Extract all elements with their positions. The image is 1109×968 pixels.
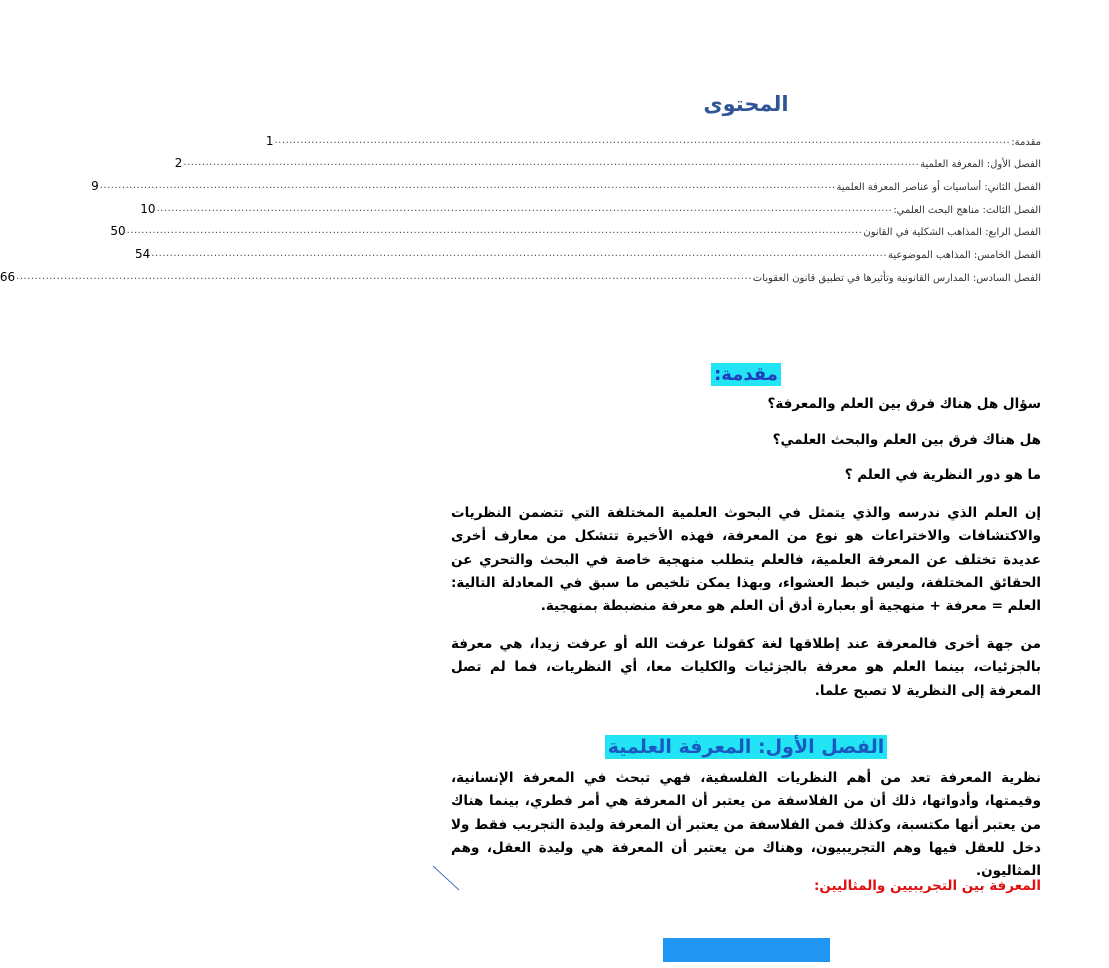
toc-entry-label: الفصل الرابع: المذاهب الشكلية في القانون [863,227,1041,239]
intro-question-2: هل هناك فرق بين العلم والبحث العلمي؟ [772,432,1041,448]
toc-entry[interactable] [91,170,1041,194]
toc-entry-label: الفصل الأول: المعرفة العلمية [920,159,1041,171]
toc-title: المحتوى [703,92,789,116]
toc-entry-page: 54 [135,247,151,262]
intro-question-3: ما هو دور النظرية في العلم ؟ [844,467,1041,483]
toc-leader: ........................................................................................................................................................................................................ [99,180,836,192]
chapter1-heading-text: الفصل الأول: المعرفة العلمية [605,735,887,759]
toc-entry[interactable] [265,125,1041,148]
toc-leader: ........................................................................................................................................................................................................ [151,248,888,260]
chapter1-subheading: المعرفة بين التجريبيين والمثاليين: [813,878,1041,894]
toc-entry-page: 2 [174,156,183,171]
toc-entry[interactable] [135,238,1041,262]
toc-entry-label: الفصل الثالث: مناهج البحث العلمي: [893,204,1041,216]
intro-question-1: سؤال هل هناك فرق بين العلم والمعرفة؟ [767,396,1041,412]
toc-entry-label: الفصل السادس: المدارس القانونية وتأثيرها في تطبيق قانون العقوبات [752,272,1041,284]
toc-entry-page: 10 [140,201,156,216]
toc-leader: ........................................................................................................................................................................................................ [274,134,1011,146]
toc-entry-label: الفصل الخامس: المذاهب الموضوعية [888,250,1041,262]
intro-paragraph-2: من جهة أخرى فالمعرفة عند إطلاقها لغة كقولنا عرفت الله أو عرفت زيدا، هي معرفة بالجزئيات، بينما العلم هو معرفة بالجزئيات والكليات معا، أي النظريات، فما لم تصل المعرفة إلى النظرية لا تصبح علما. [451,636,1041,699]
toc-leader: ........................................................................................................................................................................................................ [183,157,920,169]
toc-entry-page: 1 [265,133,274,148]
toc-leader: ........................................................................................................................................................................................................ [16,270,752,282]
toc-entry-label: الفصل الثاني: أساسيات أو عناصر المعرفة العلمية [836,182,1041,194]
toc-entry[interactable] [0,261,1041,284]
intro-heading-text: مقدمة: [711,363,781,386]
toc-leader: ........................................................................................................................................................................................................ [156,202,893,214]
footer-bar [663,938,830,962]
toc-entry-label: مقدمة: [1011,136,1041,148]
toc-entry-page: 66 [0,269,16,284]
chapter1-paragraph: نظرية المعرفة تعد من أهم النظريات الفلسفية، فهي تبحث في المعرفة الإنسانية، وقيمتها، وأدواتها، ذلك أن من الفلاسفة من يعتبر أن المعرفة هي أمر فطري، بينما هناك من يعتبر أنها مكتسبة، وكذلك فمن الفلاسفة من يعتبر أن المعرفة وليدة التجريب فقط ولا دخل للعقل فيها وهم التجريبيون، وهناك من يعتبر أن المعرفة هي وليدة العقل، وهم المثاليون. [451,770,1041,880]
table-of-contents [0,125,1041,284]
toc-entry-page: 50 [110,224,126,239]
toc-entry-page: 9 [91,179,99,194]
diagonal-line-decoration [431,864,463,892]
intro-paragraph-1: إن العلم الذي ندرسه والذي يتمثل في البحوث العلمية المختلفة التي تتضمن النظريات والاكتشافات والاختراعات هو نوع من المعرفة، فهذه الأخيرة تتشكل من معارف أخرى عديدة تختلف عن المعرفة العلمية، فالعلم يتطلب منهجية خاصة في البحث والتحري عن الحقائق المختلفة، وليس خبط العشواء، وبهذا يمكن تلخيص ما سبق في المعادلة التالية: العلم = معرفة + منهجية أو بعبارة أدق أن العلم هو معرفة منضبطة بمنهجية. [451,505,1041,615]
intro-heading [383,364,1109,385]
toc-entry[interactable] [174,148,1041,171]
toc-leader: ........................................................................................................................................................................................................ [126,225,863,237]
toc-entry[interactable] [140,193,1041,216]
toc-entry[interactable] [110,216,1041,239]
chapter1-heading [383,736,1109,758]
